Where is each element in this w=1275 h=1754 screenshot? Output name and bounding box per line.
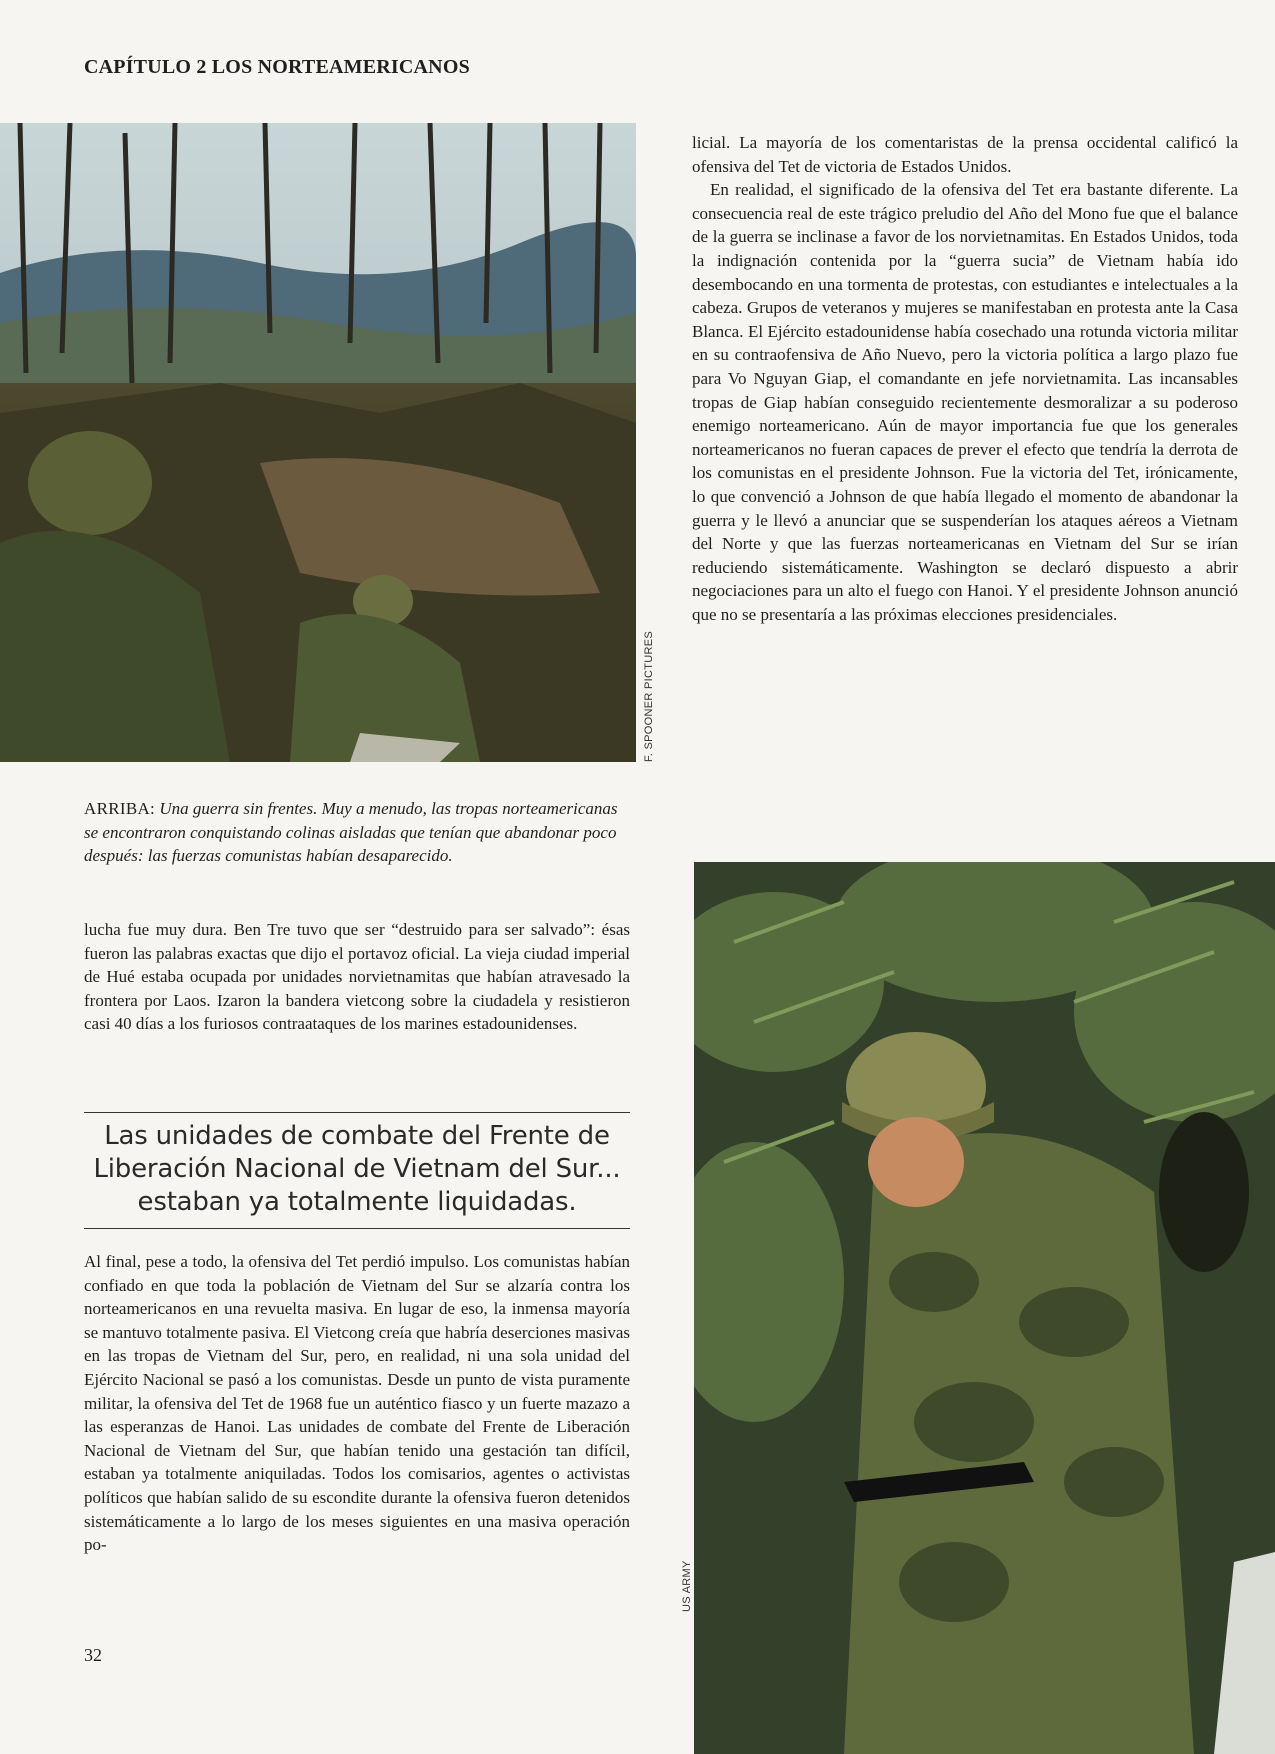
- photo-credit-top: F. SPOONER PICTURES: [643, 631, 655, 762]
- right-column: [692, 131, 1238, 626]
- left-column-bottom: [84, 1250, 630, 1557]
- chapter-heading: CAPÍTULO 2 LOS NORTEAMERICANOS: [84, 56, 470, 78]
- body-paragraph: En realidad, el significado de la ofensiva del Tet era bastante diferente. La consecuencia real de este trágico preludio del Año del Mono fue que el balance de la guerra se inclinase a favor de los norvietnamitas. En Estados Unidos, toda la indignación contenida por la “guerra sucia” de Vietnam había ido desembocando en una tormenta de protestas, con estudiantes e intelectuales a la cabeza. Grupos de veteranos y mujeres se manifestaban en protesta ante la Casa Blanca. El Ejército estadounidense había cosechado una rotunda victoria militar en su contraofensiva de Año Nuevo, pero la victoria política a largo plazo fue para Vo Nguyan Giap, el comandante en jefe norvietnamita. Las incansables tropas de Giap habían conseguido recientemente desmoralizar a su poderoso enemigo norteamericano. Aún de mayor importancia fue que los generales norteamericanos no fueran capaces de prever el efecto que tendría la derrota de los comunistas en el presidente Johnson. Fue la victoria del Tet, irónicamente, lo que convenció a Johnson de que había llegado el momento de abandonar la guerra y le llevó a anunciar que se suspenderían los ataques aéreos a Vietnam del Norte y que las fuerzas norteamericanas en Vietnam del Sur se irían reduciendo sistemáticamente. Washington se declaró dispuesto a abrir negociaciones para un alto el fuego con Hanoi. Y el presidente Johnson anunció que no se presentaría a las próximas elecciones presidenciales.: [692, 180, 1238, 624]
- body-paragraph: Al final, pese a todo, la ofensiva del Tet perdió impulso. Los comunistas habían confiado en que toda la población de Vietnam del Sur se alzaría contra los norteamericanos en una revuelta masiva. En lugar de eso, la inmensa mayoría se mantuvo totalmente pasiva. El Vietcong creía que habría deserciones masivas en las tropas de Vietnam del Sur, pero, en realidad, ni una sola unidad del Ejército Nacional se pasó a los comunistas. Desde un punto de vista puramente militar, la ofensiva del Tet de 1968 fue un auténtico fiasco y un fuerte mazazo a las esperanzas de Hanoi. Las unidades de combate del Frente de Liberación Nacional de Vietnam del Sur, que habían tenido una gestación tan difícil, estaban ya totalmente aniquiladas. Todos los comisarios, agentes o activistas políticos que habían salido de su escondite durante la ofensiva fueron detenidos sistemáticamente a lo largo de los meses siguientes en una masiva operación po-: [84, 1252, 630, 1555]
- photo-soldier-in-jungle: [694, 862, 1275, 1754]
- caption-text: Una guerra sin frentes. Muy a menudo, las tropas norteamericanas se encontraron conquistando colinas aisladas que tenían que abandonar poco después: las fuerzas comunistas habían desaparecido.: [84, 799, 618, 865]
- body-paragraph: licial. La mayoría de los comentaristas de la prensa occidental calificó la ofensiva del Tet de victoria de Estados Unidos.: [692, 133, 1238, 176]
- photo-credit-bottom: US ARMY: [681, 1560, 693, 1612]
- body-paragraph: lucha fue muy dura. Ben Tre tuvo que ser “destruido para ser salvado”: ésas fueron las palabras exactas que dijo el portavoz oficial. La vieja ciudad imperial de Hué estaba ocupada por unidades norvietnamitas que habían atravesado la frontera por Laos. Izaron la bandera vietcong sobre la ciudadela y resistieron casi 40 días a los furiosos contraataques de los marines estadounidenses.: [84, 920, 630, 1034]
- caption-lead: ARRIBA:: [84, 799, 156, 818]
- pull-quote: Las unidades de combate del Frente de Liberación Nacional de Vietnam del Sur... estaban ya totalmente liquidadas.: [84, 1112, 630, 1229]
- photo-soldiers-on-hill: [0, 123, 636, 762]
- page-number: 32: [84, 1645, 102, 1665]
- left-column-top: [84, 918, 630, 1036]
- photo-caption: [84, 797, 630, 868]
